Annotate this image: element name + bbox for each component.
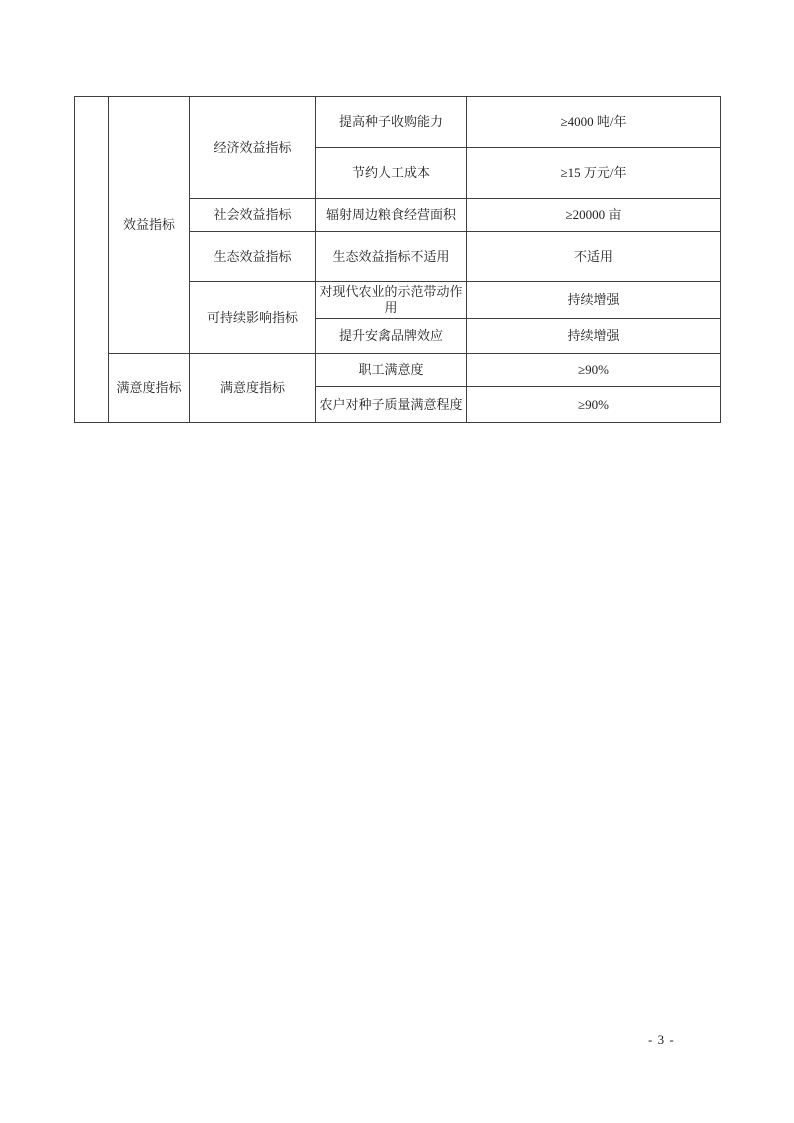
table-row [75, 97, 721, 148]
subcategory-cell-satisfaction: 满意度指标 [190, 354, 316, 423]
target-cell: 持续增强 [467, 282, 721, 319]
subcategory-cell-economic: 经济效益指标 [190, 97, 316, 199]
performance-indicator-table [74, 96, 721, 423]
indicator-cell: 节约人工成本 [316, 148, 467, 199]
target-cell: ≥90% [467, 354, 721, 387]
indicator-cell: 职工满意度 [316, 354, 467, 387]
spacer-cell [75, 97, 109, 423]
category-cell-benefit: 效益指标 [109, 97, 190, 354]
subcategory-cell-sustainable: 可持续影响指标 [190, 282, 316, 354]
indicator-cell: 生态效益指标不适用 [316, 232, 467, 282]
target-cell: 不适用 [467, 232, 721, 282]
category-cell-satisfaction: 满意度指标 [109, 354, 190, 423]
table-row [75, 354, 721, 387]
indicator-cell: 农户对种子质量满意程度 [316, 387, 467, 423]
subcategory-cell-ecological: 生态效益指标 [190, 232, 316, 282]
indicator-cell: 提升安禽品牌效应 [316, 319, 467, 354]
target-cell: 持续增强 [467, 319, 721, 354]
target-cell: ≥15 万元/年 [467, 148, 721, 199]
indicator-cell: 提高种子收购能力 [316, 97, 467, 148]
subcategory-cell-social: 社会效益指标 [190, 199, 316, 232]
target-cell: ≥20000 亩 [467, 199, 721, 232]
target-cell: ≥4000 吨/年 [467, 97, 721, 148]
page-number: - 3 - [648, 1032, 675, 1047]
target-cell: ≥90% [467, 387, 721, 423]
indicator-cell: 对现代农业的示范带动作用 [316, 282, 467, 319]
indicator-cell: 辐射周边粮食经营面积 [316, 199, 467, 232]
